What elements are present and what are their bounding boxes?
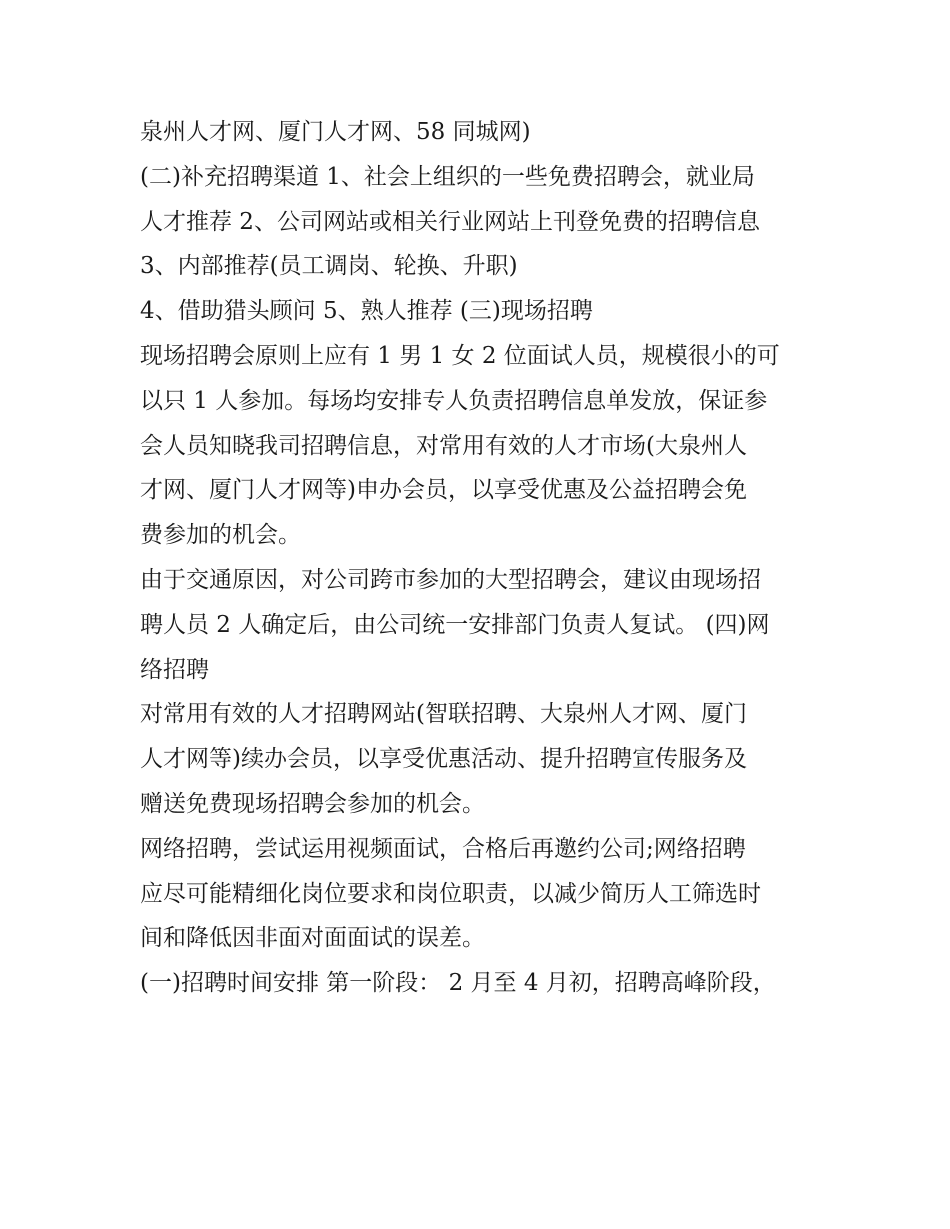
text-line: 络招聘 [140,656,209,683]
text-line: 才网、厦门人才网等)申办会员，以享受优惠及公益招聘会免 [140,477,747,504]
text-line: 会人员知晓我司招聘信息，对常用有效的人才市场(大泉州人 [140,432,747,459]
text-line: 费参加的机会。 [140,522,301,549]
text-line: 人才推荐 2、公司网站或相关行业网站上刊登免费的招聘信息 [140,208,760,235]
text-line: 3、内部推荐(员工调岗、轮换、升职) [140,253,518,280]
text-line: 现场招聘会原则上应有 1 男 1 女 2 位面试人员，规模很小的可 [140,342,780,369]
text-line: 应尽可能精细化岗位要求和岗位职责，以减少简历人工筛选时 [140,880,761,907]
text-line: (一)招聘时间安排 第一阶段： 2 月至 4 月初，招聘高峰阶段， [140,970,776,997]
text-line: 4、借助猎头顾问 5、熟人推荐 (三)现场招聘 [140,298,593,325]
text-line: 以只 1 人参加。每场均安排专人负责招聘信息单发放，保证参 [140,387,768,414]
text-line: 人才网等)续办会员，以享受优惠活动、提升招聘宣传服务及 [140,746,747,773]
text-line: 由于交通原因，对公司跨市参加的大型招聘会，建议由现场招 [140,566,761,593]
text-line: 赠送免费现场招聘会参加的机会。 [140,790,485,817]
text-line: (二)补充招聘渠道 1、社会上组织的一些免费招聘会，就业局 [140,163,755,190]
text-line: 聘人员 2 人确定后，由公司统一安排部门负责人复试。 (四)网 [140,611,770,638]
text-line: 泉州人才网、厦门人才网、58 同城网) [140,119,531,145]
text-line: 网络招聘，尝试运用视频面试，合格后再邀约公司;网络招聘 [140,835,746,862]
document-body [140,110,820,1006]
text-line: 间和降低因非面对面面试的误差。 [140,925,485,952]
text-line: 对常用有效的人才招聘网站(智联招聘、大泉州人才网、厦门 [140,701,747,728]
